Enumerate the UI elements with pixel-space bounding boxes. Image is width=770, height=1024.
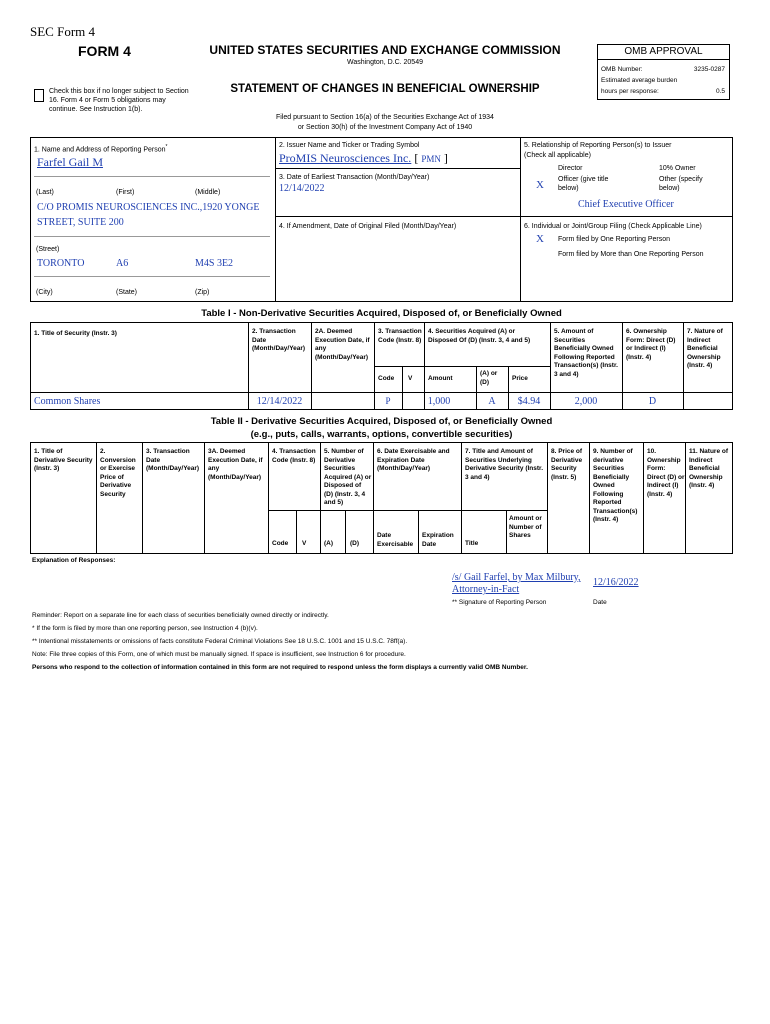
- t2-col-code: 4. Transaction Code (Instr. 8): [272, 448, 316, 464]
- label-first: (First): [116, 189, 135, 196]
- row-amount: 1,000: [427, 396, 451, 407]
- form-title: FORM 4: [78, 43, 131, 59]
- note-4: Persons who respond to the collection of information contained in this form are not required to respond unless the form displays a currently valid OMB Number.: [32, 664, 528, 671]
- t1-col-title: 1. Title of Security (Instr. 3): [34, 330, 117, 337]
- label-last: (Last): [36, 189, 54, 196]
- note-3: Note: File three copies of this Form, one of which must be manually signed. If space is insufficient, see Instruction 6 for procedure.: [32, 651, 406, 658]
- note-reminder: Reminder: Report on a separate line for each class of securities beneficially owned directly or indirectly.: [32, 612, 329, 619]
- box3-label: 3. Date of Earliest Transaction (Month/Day/Year): [279, 174, 430, 181]
- label-other: Other (specify below): [659, 176, 703, 192]
- row-security-title: Common Shares: [34, 396, 101, 407]
- t1-sub-code: Code: [378, 375, 395, 382]
- row-code: P: [385, 396, 391, 406]
- t2-col-conversion: 2. Conversion or Exercise Price of Derivative Security: [100, 448, 136, 498]
- filed-pursuant-1: Filed pursuant to Section 16(a) of the Securities Exchange Act of 1934: [276, 114, 494, 121]
- box6-label: 6. Individual or Joint/Group Filing (Check Applicable Line): [524, 223, 702, 230]
- explanation-of-responses: Explanation of Responses:: [32, 557, 116, 564]
- t1-sub-amount: Amount: [428, 375, 453, 382]
- label-street: (Street): [36, 246, 60, 253]
- box2-label: 2. Issuer Name and Ticker or Trading Symbol: [279, 142, 420, 149]
- box1-label: 1. Name and Address of Reporting Person*: [34, 144, 168, 154]
- signature-name-1[interactable]: /s/ Gail Farfel, by Max Milbury,: [452, 572, 581, 583]
- signature-label: ** Signature of Reporting Person: [452, 599, 547, 606]
- reporting-person-name[interactable]: Farfel Gail M: [37, 155, 103, 169]
- no-longer-subject-checkbox[interactable]: [34, 89, 44, 102]
- page-label: SEC Form 4: [30, 24, 96, 39]
- earliest-transaction-date: 12/14/2022: [279, 183, 325, 194]
- zip-value: M4S 3E2: [195, 258, 234, 269]
- signature-date: 12/16/2022: [593, 577, 639, 588]
- signature-name-2[interactable]: Attorney-in-Fact: [452, 584, 520, 595]
- t2-col-title: 1. Title of Derivative Security (Instr. 3): [34, 448, 93, 472]
- row-transaction-date: 12/14/2022: [256, 396, 303, 407]
- t1-col-ownership-form: 6. Ownership Form: Direct (D) or Indirect (I) (Instr. 4): [626, 328, 676, 361]
- t2-col-form: 10. Ownership Form: Direct (D) or Indirect (I) (Instr. 4): [647, 448, 685, 498]
- t1-col-securities: 4. Securities Acquired (A) or Disposed Of (D) (Instr. 3, 4 and 5): [428, 328, 531, 344]
- city-value: TORONTO: [37, 258, 85, 269]
- address-line-1: C/O PROMIS NEUROSCIENCES INC.,1920 YONGE: [37, 202, 260, 213]
- officer-checkmark[interactable]: X: [536, 179, 544, 191]
- label-zip: (Zip): [195, 289, 210, 296]
- statement-title: STATEMENT OF CHANGES IN BENEFICIAL OWNERSHIP: [230, 83, 540, 95]
- t2-col-price: 8. Price of Derivative Security (Instr. 5): [551, 448, 583, 481]
- t2-sub-code: Code: [272, 540, 289, 547]
- note-1: * If the form is filed by more than one reporting person, see Instruction 4 (b)(v).: [32, 625, 258, 632]
- officer-title: Chief Executive Officer: [578, 199, 674, 210]
- row-ownership-form: D: [648, 396, 657, 407]
- issuer-line: ProMIS Neurosciences Inc. [ PMN ]: [279, 151, 448, 165]
- filed-pursuant-2: or Section 30(h) of the Investment Company Act of 1940: [297, 124, 473, 131]
- one-person-checkmark[interactable]: X: [536, 233, 544, 245]
- t2-col-number: 5. Number of Derivative Securities Acquired (A) or Disposed of (D) (Instr. 3, 4 and 5): [324, 448, 372, 506]
- omb-title: OMB APPROVAL: [598, 45, 729, 60]
- t2-sub-exercisable: Date Exercisable: [377, 532, 414, 548]
- signature-date-label: Date: [593, 599, 607, 606]
- omb-hours-value: 0.5: [715, 88, 725, 95]
- state-value: A6: [116, 258, 129, 269]
- omb-burden-label: Estimated average burden: [601, 77, 678, 84]
- t1-col-nature: 7. Nature of Indirect Beneficial Ownership (Instr. 4): [687, 328, 723, 369]
- t2-sub-expiration: Expiration Date: [422, 532, 454, 548]
- checkbox-text: Check this box if no longer subject to Section 16. Form 4 or Form 5 obligations may continue. See Instruction 1(b).: [49, 88, 189, 113]
- omb-number-value: 3235-0287: [693, 66, 725, 73]
- t2-sub-amount: Amount or Number of Shares: [509, 515, 542, 539]
- t2-col-owned: 9. Number of derivative Securities Beneficially Owned Following Reported Transaction(s) (Instr. 4): [593, 448, 638, 523]
- t2-sub-a: (A): [324, 540, 334, 547]
- label-state: (State): [116, 289, 138, 296]
- t2-sub-d: (D): [350, 540, 360, 547]
- omb-approval-box: [597, 44, 730, 100]
- omb-hours-label: hours per response:: [601, 88, 659, 95]
- box4-label: 4. If Amendment, Date of Original Filed (Month/Day/Year): [279, 223, 457, 230]
- table2-title-1: Table II - Derivative Securities Acquired, Disposed of, or Beneficially Owned: [210, 416, 553, 427]
- label-officer: Officer (give title below): [558, 176, 609, 192]
- t1-sub-ad: (A) or (D): [480, 370, 498, 386]
- commission-location: Washington, D.C. 20549: [346, 59, 423, 66]
- issuer-ticker: PMN: [421, 154, 441, 164]
- box5-label-1: 5. Relationship of Reporting Person(s) to Issuer: [524, 142, 672, 149]
- label-director: Director: [558, 165, 583, 172]
- table1-title: Table I - Non-Derivative Securities Acquired, Disposed of, or Beneficially Owned: [201, 308, 562, 319]
- label-ten-percent-owner: 10% Owner: [659, 165, 696, 172]
- box5-label-2: (Check all applicable): [524, 152, 591, 159]
- t2-sub-title: Title: [465, 540, 479, 547]
- t1-col-amount-owned: 5. Amount of Securities Beneficially Owned Following Reported Transaction(s) (Instr. 3 and 4): [554, 328, 618, 378]
- issuer-name[interactable]: ProMIS Neurosciences Inc.: [279, 151, 412, 165]
- note-2: ** Intentional misstatements or omissions of facts constitute Federal Criminal Violations See 18 U.S.C. 1001 and 15 U.S.C. 78ff(a).: [32, 638, 408, 645]
- label-one-reporting-person: Form filed by One Reporting Person: [558, 236, 671, 243]
- row-amount-owned: 2,000: [574, 396, 598, 407]
- t2-col-deemed: 3A. Deemed Execution Date, if any (Month/Day/Year): [208, 448, 263, 481]
- label-more-reporting-persons: Form filed by More than One Reporting Person: [558, 251, 704, 258]
- t1-sub-price: Price: [512, 375, 528, 382]
- t2-col-underlying: 7. Title and Amount of Securities Underlying Derivative Security (Instr. 3 and 4): [465, 448, 544, 481]
- label-city: (City): [36, 289, 53, 296]
- t1-sub-v: V: [408, 375, 413, 382]
- t2-col-date: 3. Transaction Date (Month/Day/Year): [146, 448, 200, 472]
- label-middle: (Middle): [195, 189, 221, 196]
- address-line-2: STREET, SUITE 200: [37, 217, 124, 228]
- row-acquired-disposed: A: [488, 396, 496, 407]
- t1-col-date: 2. Transaction Date (Month/Day/Year): [252, 328, 306, 352]
- t2-sub-v: V: [302, 540, 307, 547]
- t1-col-code: 3. Transaction Code (Instr. 8): [378, 328, 422, 344]
- row-price: $4.94: [517, 396, 541, 407]
- omb-number-label: OMB Number:: [601, 66, 643, 73]
- table2-title-2: (e.g., puts, calls, warrants, options, convertible securities): [250, 429, 513, 440]
- t2-col-nature: 11. Nature of Indirect Beneficial Ownership (Instr. 4): [689, 448, 729, 489]
- t1-col-deemed: 2A. Deemed Execution Date, if any (Month/Day/Year): [315, 328, 370, 361]
- t2-col-exercisable: 6. Date Exercisable and Expiration Date (Month/Day/Year): [377, 448, 450, 472]
- commission-title: UNITED STATES SECURITIES AND EXCHANGE COMMISSION: [209, 43, 561, 57]
